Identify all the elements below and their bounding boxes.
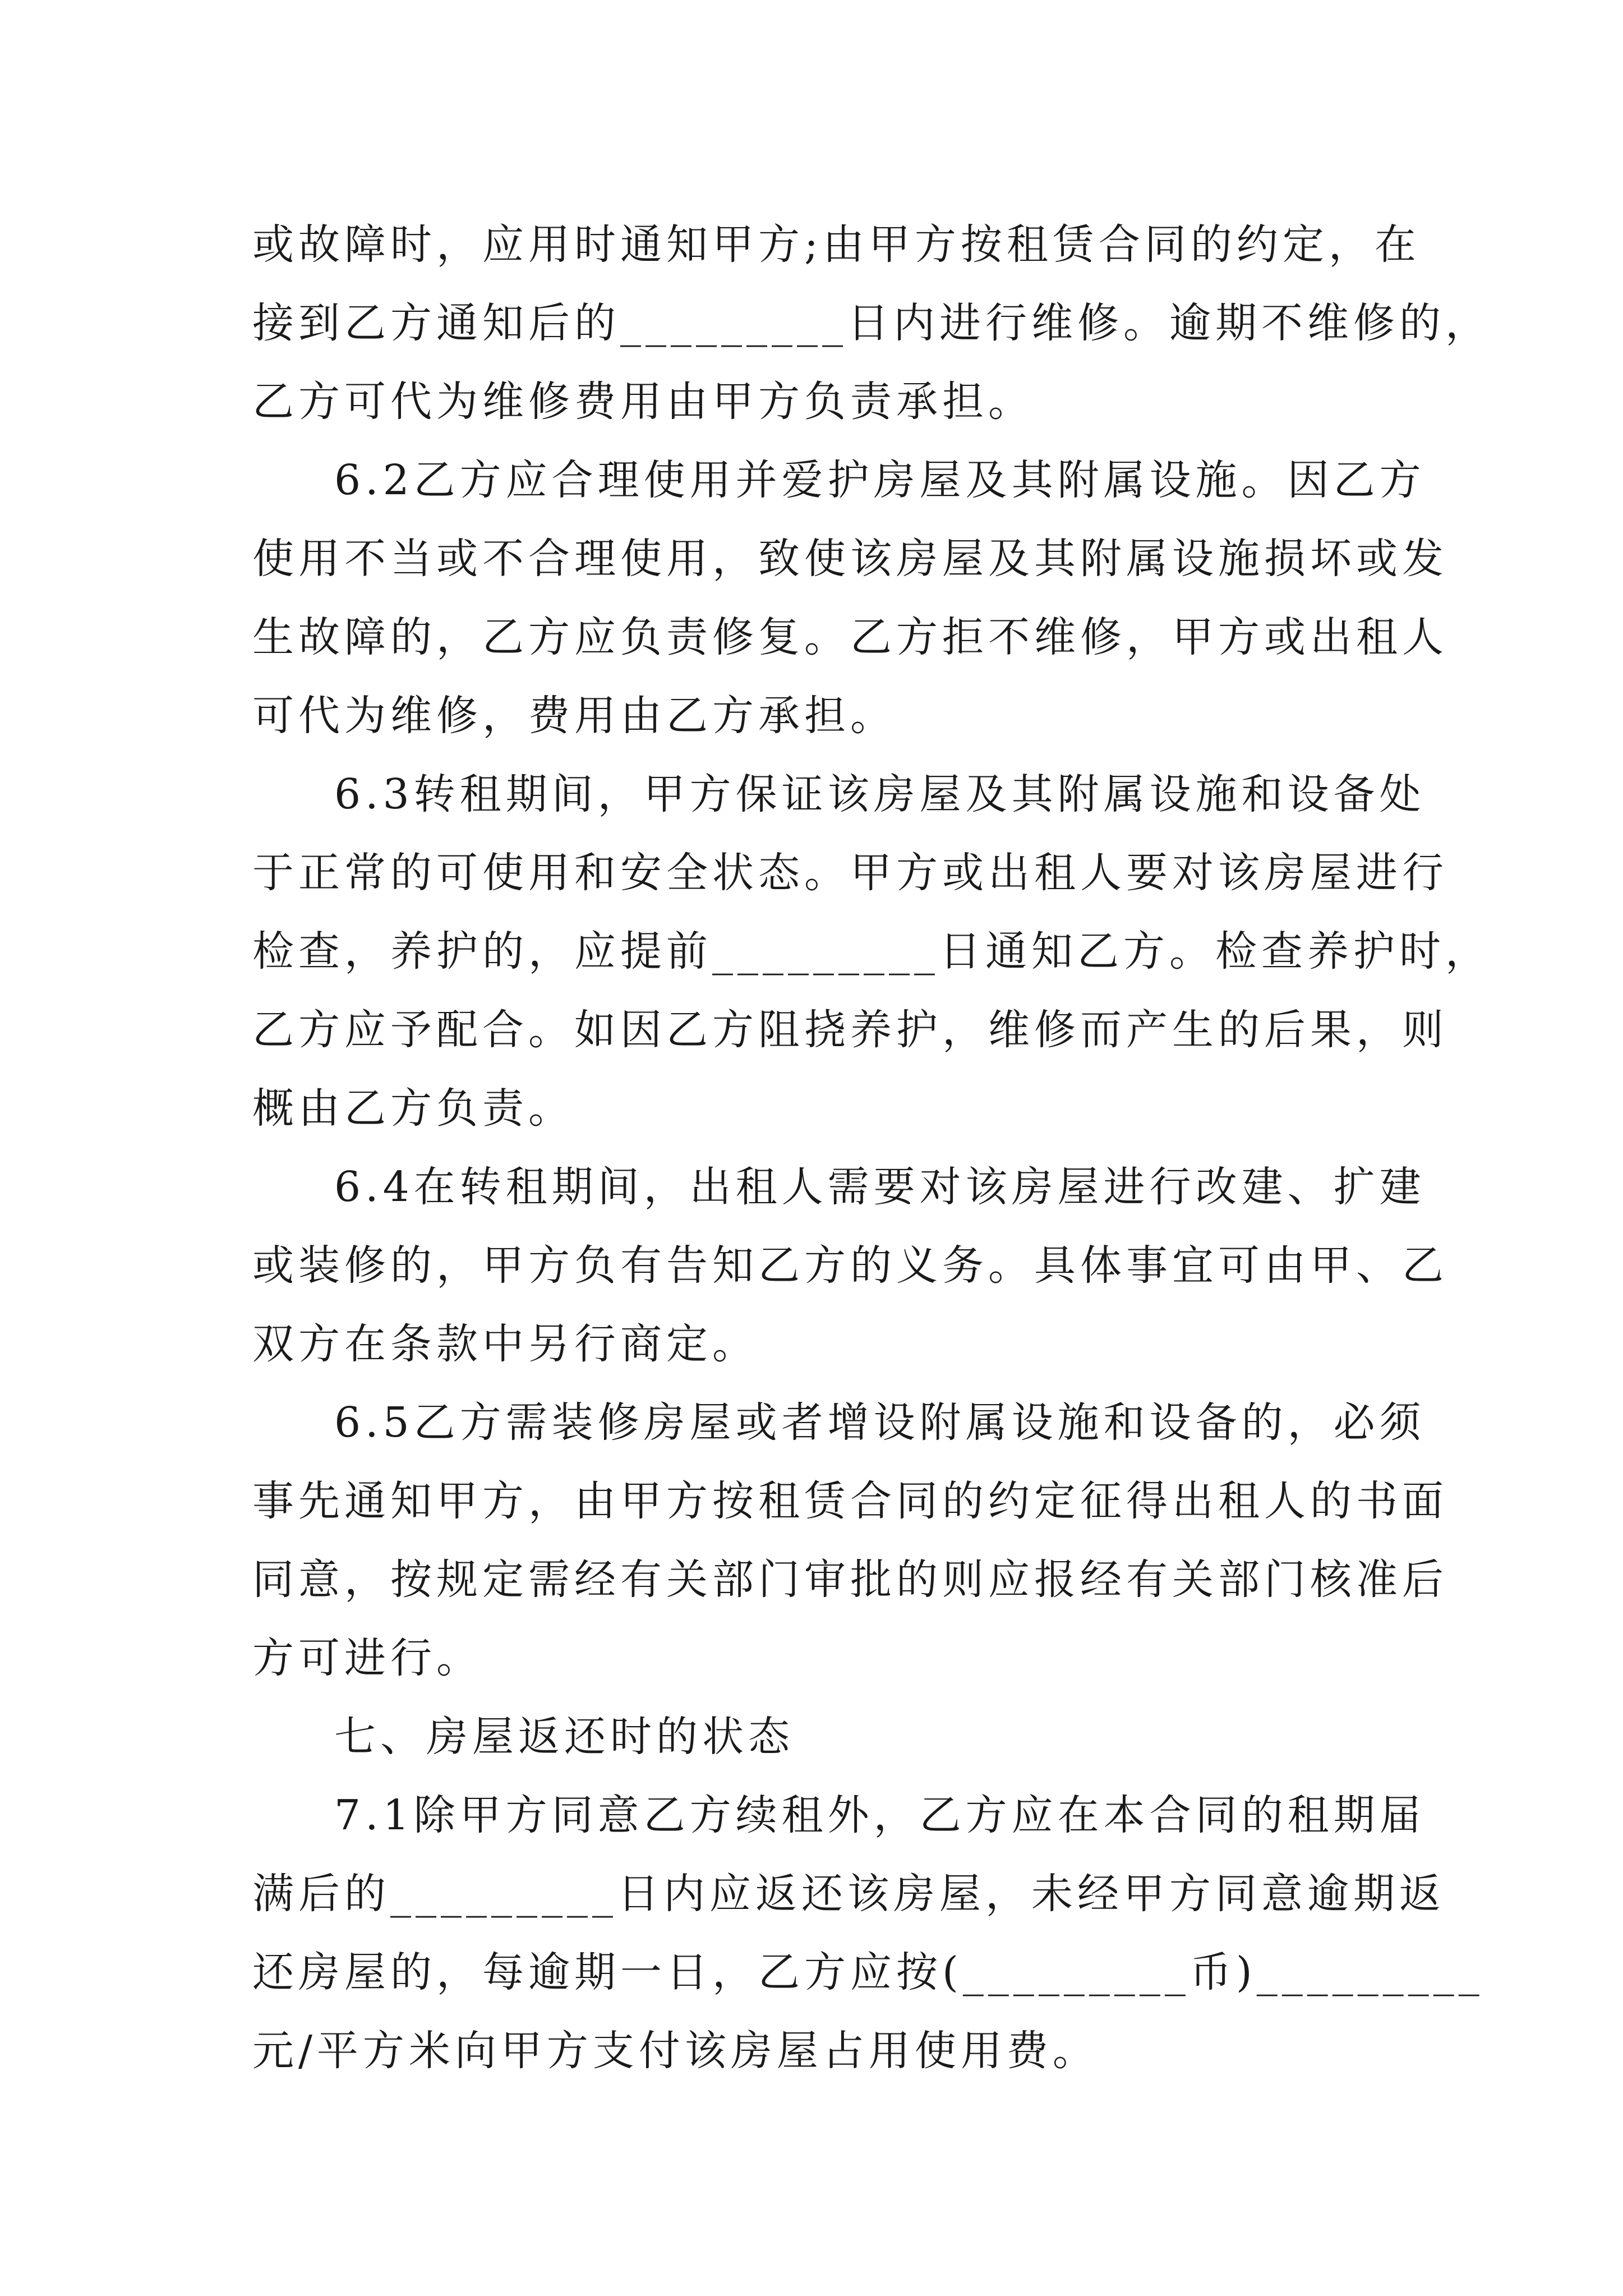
paragraph-start-line: 6.5乙方需装修房屋或者增设附属设施和设备的，必须 (334, 1398, 1426, 1447)
text-line: 满后的_________日内应返还该房屋，未经甲方同意逾期返 (252, 1870, 1445, 1918)
paragraph-start-line: 6.3转租期间，甲方保证该房屋及其附属设施和设备处 (334, 770, 1426, 818)
paragraph-start-line: 6.4在转租期间，出租人需要对该房屋进行改建、扩建 (334, 1163, 1426, 1211)
text-line: 事先通知甲方，由甲方按租赁合同的约定征得出租人的书面 (252, 1477, 1448, 1525)
text-line: 双方在条款中另行商定。 (252, 1320, 758, 1368)
text-line: 可代为维修，费用由乙方承担。 (252, 692, 896, 740)
text-line: 元/平方米向甲方支付该房屋占用使用费。 (252, 2027, 1099, 2075)
paragraph-start-line: 7.1除甲方同意乙方续租外，乙方应在本合同的租期届 (334, 1791, 1426, 1839)
text-line: 使用不当或不合理使用，致使该房屋及其附属设施损坏或发 (252, 535, 1448, 583)
text-line: 或装修的，甲方负有告知乙方的义务。具体事宜可由甲、乙 (252, 1241, 1448, 1290)
text-line: 乙方可代为维修费用由甲方负责承担。 (252, 378, 1034, 426)
text-line: 还房屋的，每逾期一日，乙方应按(_________币)_________ (252, 1948, 1484, 1996)
section-heading: 七、房屋返还时的状态 (334, 1713, 794, 1761)
text-line: 概由乙方负责。 (252, 1084, 574, 1133)
text-line: 或故障时，应用时通知甲方;由甲方按租赁合同的约定，在 (252, 220, 1421, 269)
text-line: 生故障的，乙方应负责修复。乙方拒不维修，甲方或出租人 (252, 613, 1448, 661)
text-line: 方可进行。 (252, 1634, 482, 1682)
text-line: 检查，养护的，应提前_________日通知乙方。检查养护时， (252, 927, 1491, 976)
text-line: 同意，按规定需经有关部门审批的则应报经有关部门核准后 (252, 1556, 1448, 1604)
text-line: 接到乙方通知后的_________日内进行维修。逾期不维修的， (252, 299, 1491, 347)
text-line: 乙方应予配合。如因乙方阻挠养护，维修而产生的后果，则 (252, 1006, 1448, 1054)
text-line: 于正常的可使用和安全状态。甲方或出租人要对该房屋进行 (252, 849, 1448, 897)
paragraph-start-line: 6.2乙方应合理使用并爱护房屋及其附属设施。因乙方 (334, 456, 1426, 504)
